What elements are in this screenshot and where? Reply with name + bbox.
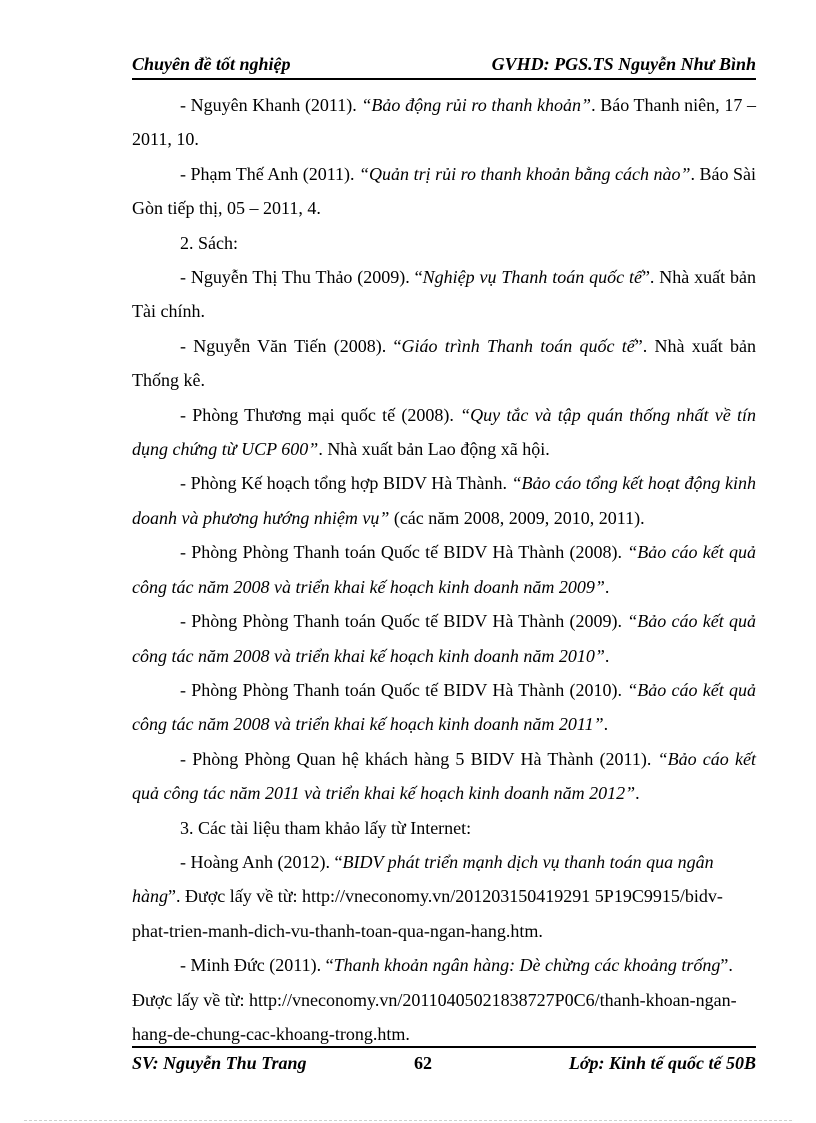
reference-item: - Phòng Phòng Thanh toán Quốc tế BIDV Hà Thành (2008). “Bảo cáo kết quả công tác năm 2008 và triển khai kế hoạch kinh doanh năm 2009”. [132,542,757,597]
page-footer [132,1046,756,1076]
page-number: 62 [414,1053,432,1073]
page-header [132,52,756,80]
reference-item: - Hoàng Anh (2012). “BIDV phát triển mạnh dịch vụ thanh toán qua ngân hàng”. Được lấy về từ: http://vneconomy.vn/201203150419291 5P19C9915/bidv-phat-trien-manh-dich-vu-thanh-toan-qua-ngan-hang.htm. [132,851,723,941]
footer-student: SV: Nguyễn Thu Trang [132,1053,307,1073]
reference-item: - Phòng Phòng Thanh toán Quốc tế BIDV Hà Thành (2010). “Bảo cáo kết quả công tác năm 2008 và triển khai kế hoạch kinh doanh năm 2011”. [132,679,757,735]
section-heading-books: 2. Sách: [180,232,238,253]
reference-item: - Phòng Kế hoạch tổng hợp BIDV Hà Thành. “Bảo cáo tổng kết hoạt động kinh doanh và phương hướng nhiệm vụ” (các năm 2008, 2009, 2010, 2011). [132,473,757,528]
reference-item: - Phòng Phòng Quan hệ khách hàng 5 BIDV Hà Thành (2011). “Bảo cáo kết quả công tác năm 2011 và triển khai kế hoạch kinh doanh năm 2012”. [132,748,756,804]
reference-item: - Minh Đức (2011). “Thanh khoản ngân hàng: Dè chừng các khoảng trống”. Được lấy về từ: http://vneconomy.vn/20110405021838727P0C6/thanh-khoan-ngan-hang-de-chung-cac-khoang-trong.htm. [132,955,737,1044]
reference-item: - Phạm Thế Anh (2011). “Quản trị rủi ro thanh khoản bằng cách nào”. Báo Sài Gòn tiếp thị, 05 – 2011, 4. [132,163,757,219]
reference-item: - Nguyễn Văn Tiến (2008). “Giáo trình Thanh toán quốc tế”. Nhà xuất bản Thống kê. [132,335,756,391]
header-document-type: Chuyên đề tốt nghiệp [132,54,291,74]
references-body [132,88,756,1051]
section-heading-internet: 3. Các tài liệu tham khảo lấy từ Internet: [180,817,472,838]
reference-item: - Nguyễn Thị Thu Thảo (2009). “Nghiệp vụ Thanh toán quốc tế”. Nhà xuất bản Tài chính. [132,267,756,322]
reference-item: - Nguyên Khanh (2011). “Bảo động rủi ro thanh khoản”. Báo Thanh niên, 17 – 2011, 10. [132,95,756,150]
reference-item: - Phòng Thương mại quốc tế (2008). “Quy tắc và tập quán thống nhất về tín dụng chứng từ UCP 600”. Nhà xuất bản Lao động xã hội. [132,404,756,460]
header-supervisor: GVHD: PGS.TS Nguyễn Như Bình [491,54,756,74]
page-edge-divider [24,1120,792,1121]
reference-item: - Phòng Phòng Thanh toán Quốc tế BIDV Hà Thành (2009). “Bảo cáo kết quả công tác năm 2008 và triển khai kế hoạch kinh doanh năm 2010”. [132,611,757,666]
footer-class: Lớp: Kinh tế quốc tế 50B [568,1053,756,1073]
